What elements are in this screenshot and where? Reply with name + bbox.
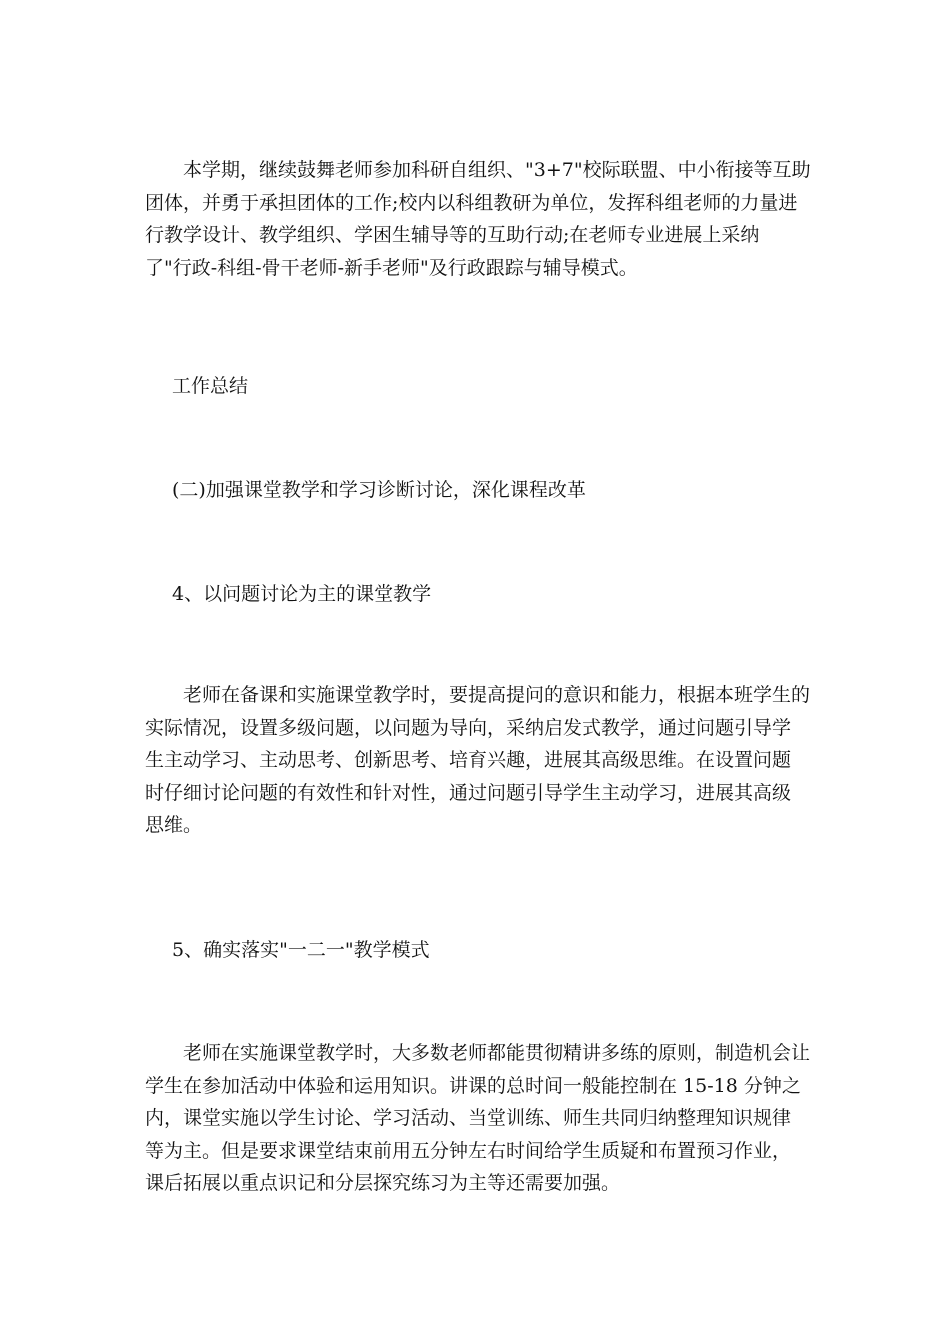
paragraph-line: 团体，并勇于承担团体的工作;校内以科组教研为单位，发挥科组老师的力量进 xyxy=(145,191,798,214)
paragraph-line: 学生在参加活动中体验和运用知识。讲课的总时间一般能控制在 15-18 分钟之 xyxy=(145,1074,801,1097)
paragraph-line: 思维。 xyxy=(145,814,203,836)
heading-item-4: 4、以问题讨论为主的课堂教学 xyxy=(172,583,432,605)
paragraph-line: 老师在备课和实施课堂教学时，要提高提问的意识和能力，根据本班学生的 xyxy=(145,684,811,706)
paragraph-line: 了"行政-科组-骨干老师-新手老师"及行政跟踪与辅导模式。 xyxy=(145,256,638,279)
paragraph-line: 时仔细讨论问题的有效性和针对性，通过问题引导学生主动学习，进展其高级 xyxy=(145,781,792,804)
paragraph-question-teaching xyxy=(145,679,811,842)
heading-work-summary: 工作总结 xyxy=(172,375,249,397)
paragraph-research-collaboration xyxy=(145,154,811,284)
paragraph-line: 生主动学习、主动思考、创新思考、培育兴趣，进展其高级思维。在设置问题 xyxy=(145,749,792,771)
paragraph-line: 行教学设计、教学组织、学困生辅导等的互助行动;在老师专业进展上采纳 xyxy=(145,224,760,246)
paragraph-line: 等为主。但是要求课堂结束前用五分钟左右时间给学生质疑和布置预习作业， xyxy=(145,1139,792,1162)
paragraph-teaching-mode xyxy=(145,1037,811,1200)
paragraph-line: 内，课堂实施以学生讨论、学习活动、当堂训练、师生共同归纳整理知识规律 xyxy=(145,1107,792,1129)
paragraph-line: 课后拓展以重点识记和分层探究练习为主等还需要加强。 xyxy=(145,1172,621,1194)
paragraph-line: 实际情况，设置多级问题，以问题为导向，采纳启发式教学，通过问题引导学 xyxy=(145,716,792,739)
paragraph-line: 老师在实施课堂教学时，大多数老师都能贯彻精讲多练的原则，制造机会让 xyxy=(145,1042,811,1064)
paragraph-line: 本学期，继续鼓舞老师参加科研自组织、"3+7"校际联盟、中小衔接等互助 xyxy=(145,159,811,181)
heading-item-5: 5、确实落实"一二一"教学模式 xyxy=(172,939,430,961)
heading-section-2: (二)加强课堂教学和学习诊断讨论，深化课程改革 xyxy=(172,479,586,501)
